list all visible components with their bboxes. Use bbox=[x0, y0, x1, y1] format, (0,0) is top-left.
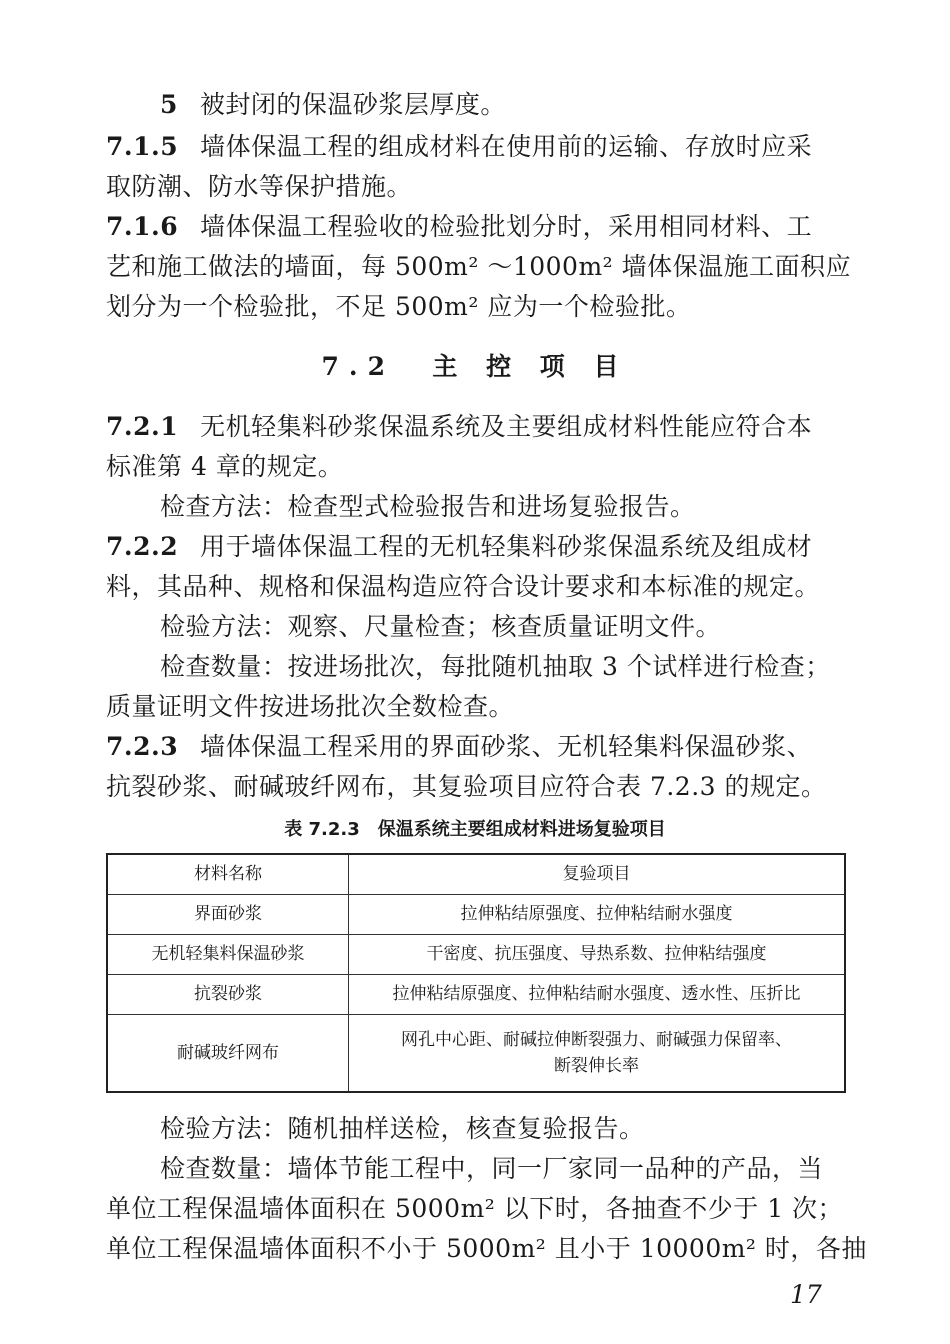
clause-7-1-6 bbox=[106, 210, 848, 244]
material-cell: 界面砂浆 bbox=[107, 894, 349, 934]
clause-text: 用于墙体保温工程的无机轻集料砂浆保温系统及组成材 bbox=[200, 532, 813, 561]
section-number: 7.2 bbox=[321, 352, 395, 381]
clause-number: 7.1.5 bbox=[106, 132, 179, 161]
clause-text-line: 艺和施工做法的墙面，每 500m² ～1000m² 墙体保温施工面积应 bbox=[106, 252, 852, 281]
inspection-method: 检验方法：观察、尺量检查；核查质量证明文件。 bbox=[160, 612, 722, 641]
clause-number: 7.2.1 bbox=[106, 412, 179, 441]
material-cell: 抗裂砂浆 bbox=[107, 974, 349, 1014]
clause-text: 墙体保温工程采用的界面砂浆、无机轻集料保温砂浆、 bbox=[200, 732, 813, 761]
clause-text-line: 取防潮、防水等保护措施。 bbox=[106, 172, 413, 201]
clause-text: 无机轻集料砂浆保温系统及主要组成材料性能应符合本 bbox=[200, 412, 813, 441]
clause-number: 7.2.3 bbox=[106, 732, 179, 761]
clause-text-line: 料，其品种、规格和保温构造应符合设计要求和本标准的规定。 bbox=[106, 572, 821, 601]
retest-cell-line: 断裂伸长率 bbox=[554, 1055, 639, 1076]
table-header-row bbox=[107, 854, 845, 894]
body-text-line: 单位工程保温墙体面积在 5000m² 以下时，各抽查不少于 1 次； bbox=[106, 1194, 844, 1223]
clause-text-line: 划分为一个检验批，不足 500m² 应为一个检验批。 bbox=[106, 292, 692, 321]
inspection-method: 检验方法：随机抽样送检，核查复验报告。 bbox=[160, 1114, 645, 1143]
clause-text-line: 标准第 4 章的规定。 bbox=[106, 452, 344, 481]
retest-cell: 干密度、抗压强度、导热系数、拉伸粘结强度 bbox=[349, 934, 846, 974]
clause-text-line: 抗裂砂浆、耐碱玻纤网布，其复验项目应符合表 7.2.3 的规定。 bbox=[106, 772, 827, 801]
table-row bbox=[107, 894, 845, 934]
clause-text: 墙体保温工程验收的检验批划分时，采用相同材料、工 bbox=[200, 212, 813, 241]
check-quantity: 检查数量：按进场批次，每批随机抽取 3 个试样进行检查； bbox=[160, 652, 831, 681]
material-cell: 耐碱玻纤网布 bbox=[107, 1014, 349, 1092]
clause-text: 墙体保温工程的组成材料在使用前的运输、存放时应采 bbox=[200, 132, 813, 161]
page-number: 17 bbox=[790, 1280, 822, 1309]
retest-cell-line: 网孔中心距、耐碱拉伸断裂强力、耐碱强力保留率、 bbox=[401, 1029, 792, 1050]
body-text-line: 单位工程保温墙体面积不小于 5000m² 且小于 10000m² 时，各抽 bbox=[106, 1234, 867, 1263]
clause-7-2-3 bbox=[106, 730, 848, 764]
retest-table bbox=[106, 853, 846, 1093]
table-row bbox=[107, 974, 845, 1014]
clause-number: 7.1.6 bbox=[106, 212, 179, 241]
table-row bbox=[107, 1014, 845, 1092]
retest-cell: 拉伸粘结原强度、拉伸粘结耐水强度、透水性、压折比 bbox=[349, 974, 846, 1014]
clause-7-2-2 bbox=[106, 530, 848, 564]
section-title: 主 控 项 目 bbox=[432, 352, 629, 381]
header-material: 材料名称 bbox=[107, 854, 349, 894]
retest-cell bbox=[349, 1014, 846, 1092]
clause-number: 7.2.2 bbox=[106, 532, 179, 561]
check-method: 检查方法：检查型式检验报告和进场复验报告。 bbox=[160, 492, 696, 521]
table-title: 表 7.2.3 保温系统主要组成材料进场复验项目 bbox=[284, 819, 666, 840]
clause-7-2-1 bbox=[106, 410, 848, 444]
header-retest-items: 复验项目 bbox=[349, 854, 846, 894]
check-quantity: 检查数量：墙体节能工程中，同一厂家同一品种的产品，当 bbox=[160, 1154, 824, 1183]
section-heading bbox=[0, 350, 950, 384]
item-text: 被封闭的保温砂浆层厚度。 bbox=[199, 90, 506, 119]
clause-text-line: 质量证明文件按进场批次全数检查。 bbox=[106, 692, 515, 721]
item-5 bbox=[160, 88, 848, 122]
item-number: 5 bbox=[160, 90, 178, 119]
material-cell: 无机轻集料保温砂浆 bbox=[107, 934, 349, 974]
clause-7-1-5 bbox=[106, 130, 848, 164]
retest-cell: 拉伸粘结原强度、拉伸粘结耐水强度 bbox=[349, 894, 846, 934]
table-row bbox=[107, 934, 845, 974]
